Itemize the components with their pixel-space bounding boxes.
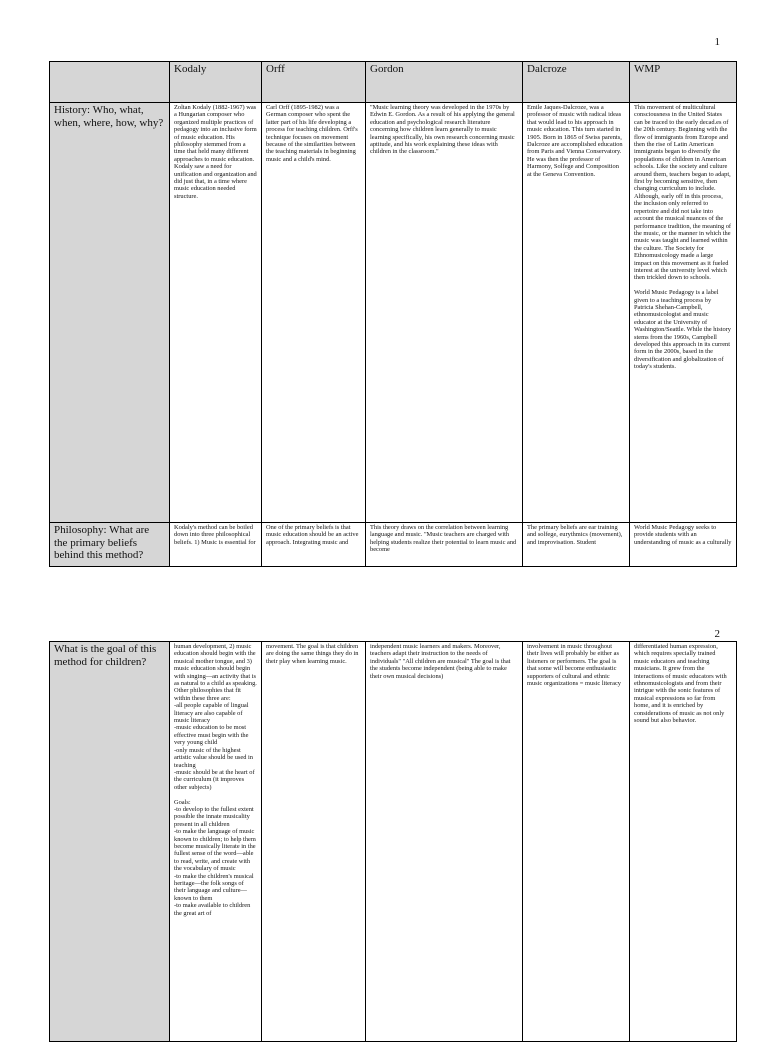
cell-history-gordon: "Music learning theory was developed in the 1970s by Edwin E. Gordon. As a result of his applying the general education and psychological research literature concerning how children learn generally to music learning specifically, his own research concerning music aptitude, and his work explaining these ideas with children in the classroom." xyxy=(366,103,523,523)
cell-goal-wmp: differentiated human expression, which requires specially trained music educators and teaching musicians. It grew from the interactions of music educators with ethnomusicologists and from their intrigue with the sonic features of musical expressions so far from home, and it is enriched by considerations of music as not only sound but also behavior. xyxy=(630,642,737,1042)
cell-history-kodaly: Zoltan Kodaly (1882-1967) was a Hungarian composer who organized multiple practices of pedagogy into an inclusive form of music education. His philosophy stemmed from a time that held many different approaches to music education. Kodaly saw a need for unification and organization and did just that, in a time where music education needed structure. xyxy=(170,103,262,523)
cell-philosophy-wmp: World Music Pedagogy seeks to provide students with an understanding of music as a culturally xyxy=(630,523,737,567)
row-label-history: History: Who, what, when, where, how, why? xyxy=(50,103,170,523)
cell-goal-orff: movement. The goal is that children are doing the same things they do in their play when learning music. xyxy=(262,642,366,1042)
page-number: 2 xyxy=(714,628,720,640)
row-label-goal: What is the goal of this method for children? xyxy=(50,642,170,1042)
row-label-philosophy: Philosophy: What are the primary beliefs behind this method? xyxy=(50,523,170,567)
cell-philosophy-gordon: This theory draws on the correlation between learning language and music. "Music teachers are charged with helping students realize their potential to learn music and become xyxy=(366,523,523,567)
cell-philosophy-orff: One of the primary beliefs is that music education should be an active approach. Integrating music and xyxy=(262,523,366,567)
table-row-philosophy xyxy=(50,523,737,567)
cell-goal-dalcroze: involvement in music throughout their lives will probably be either as listeners or performers. The goal is that some will become enthusiastic supporters of cultural and ethnic music organizations = music literacy xyxy=(523,642,630,1042)
header-gordon: Gordon xyxy=(366,62,523,103)
cell-philosophy-dalcroze: The primary beliefs are ear training and solfege, eurythmics (movement), and improvisation. Student xyxy=(523,523,630,567)
header-corner xyxy=(50,62,170,103)
cell-goal-gordon: independent music learners and makers. Moreover, teachers adapt their instruction to the needs of individuals" "All children are musical" The goal is that the students become independent (being able to make their own musical decisions) xyxy=(366,642,523,1042)
header-row xyxy=(50,62,737,103)
comparison-table-page-1 xyxy=(49,61,737,567)
page-number: 1 xyxy=(714,36,720,48)
header-orff: Orff xyxy=(262,62,366,103)
header-kodaly: Kodaly xyxy=(170,62,262,103)
table-row-goal xyxy=(50,642,737,1042)
page-2 xyxy=(0,600,768,1024)
table-row-history xyxy=(50,103,737,523)
cell-history-dalcroze: Emile Jaques-Dalcroze, was a professor of music with radical ideas that would lead to his approach in music education. This turn started in 1905. Born in 1865 of Swiss parents, Dalcroze are accomplished education from Paris and Vienna Conservatory. He was then the professor of Harmony, Solfege and Composition at the Geneva Convention. xyxy=(523,103,630,523)
cell-philosophy-kodaly: Kodaly's method can be boiled down into three philosophical beliefs. 1) Music is essential for xyxy=(170,523,262,567)
header-dalcroze: Dalcroze xyxy=(523,62,630,103)
cell-goal-kodaly: human development, 2) music education should begin with the musical mother tongue, and 3) music education should begin with singing—an activity that is as natural to a child as speaking. Other philosophies that fit within these three are: -all people capable of lingual literacy are also capable of music literacy -music education to be most effective must begin with the very young child -only music of the highest artistic value should be used in teaching -music should be at the heart of the curriculum (it improves other subjects) Goals: -to develop to the fullest extent possible the innate musicality present in all children -to make the language of music known to children; to help them become musically literate in the fullest sense of the word—able to read, write, and create with the vocabulary of music -to make the children's musical heritage—the folk songs of their language and culture—known to them -to make available to children the great art of xyxy=(170,642,262,1042)
comparison-table-page-2 xyxy=(49,641,737,1042)
cell-history-orff: Carl Orff (1895-1982) was a German composer who spent the latter part of his life developing a process for teaching children. Orff's technique focuses on movement because of the similarities between the teaching materials in beginning music and a child's mind. xyxy=(262,103,366,523)
header-wmp: WMP xyxy=(630,62,737,103)
cell-history-wmp: This movement of multicultural consciousness in the United States can be traced to the early decad.es of the 20th century. Beginning with the flow of immigrants from Europe and then the rise of Latin American immigrants began to diversify the populations of children in American schools. Like the society and culture around them, teachers began to adapt, first by becoming sensitive, then changing curriculum to include. Although, early off in this process, the inclusion only referred to repertoire and did not take into account the musical nuances of the performance tradition, the meaning of the music, or the manner in which the music was taught and learned within the culture. The Society for Ethnomusicology made a large impact on this movement as it fueled interest at the university level which then trickled down to schools. World Music Pedagogy is a label given to a teaching process by Patricia Shehan-Campbell, ethnomusicologist and music educator at the University of Washington/Seattle. While the history stems from the 1960s, Campbell developed this approach in its current form in the 2000s, based in the diversification and globalization of today's students. xyxy=(630,103,737,523)
